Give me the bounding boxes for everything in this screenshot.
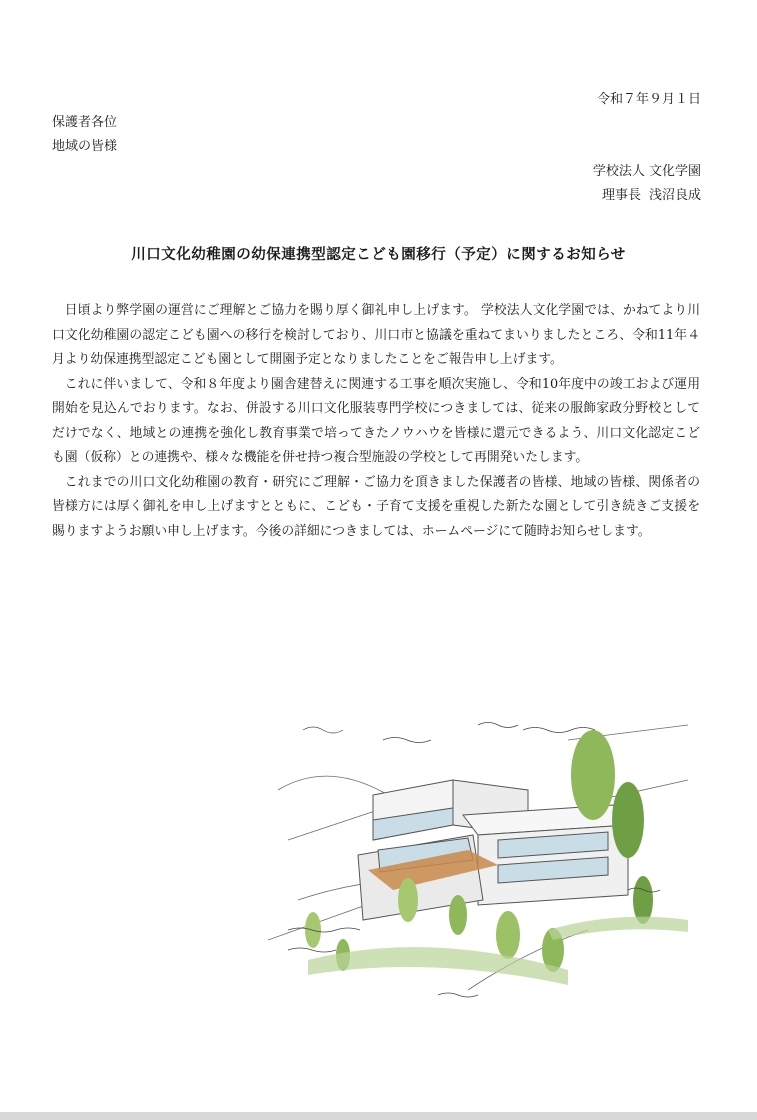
- recipients: [52, 111, 117, 159]
- sender-block: [593, 160, 701, 208]
- bottom-bar: [0, 1112, 757, 1120]
- body-paragraph-3: これまでの川口文化幼稚園の教育・研究にご理解・ご協力を頂きました保護者の皆様、地域の皆様、関係者の皆様方には厚く御礼を申し上げますとともに、こども・子育て支援を重視した新たな園として引き続きご支援を賜りますようお願い申し上げます。今後の詳細につきましては、ホームページにて随時お知らせします。: [52, 474, 700, 539]
- sender-organization: 学校法人 文化学園: [592, 164, 701, 179]
- body-paragraph-1: 日頃より弊学園の運営にご理解とご協力を賜り厚く御礼申し上げます。 学校法人文化学園では、かねてより川口文化幼稚園の認定こども園への移行を検討しており、川口市と協議を重ねてまいりましたところ、令和11年４月より幼保連携型認定こども園として開園予定となりましたことをご報告申し上げます。: [52, 303, 700, 367]
- sender-name: 浅沼良成: [648, 188, 701, 203]
- sender-name-line: [593, 184, 701, 208]
- notice-body: [52, 299, 700, 544]
- notice-date: 令和７年９月１日: [596, 92, 701, 107]
- body-paragraph-2: これに伴いまして、令和８年度より園舎建替えに関連する工事を順次実施し、令和10年度中の竣工および運用開始を見込んでおります。なお、併設する川口文化服装専門学校につきましては、従来の服飾家政分野校としてだけでなく、地域との連携を強化し教育事業で培ってきたノウハウを皆様に還元できるよう、川口文化認定こども園（仮称）との連携や、様々な機能を併せ持つ複合型施設の学校として再開発いたします。: [52, 376, 700, 465]
- recipient-community: 地域の皆様: [52, 139, 118, 154]
- building-sketch: [268, 700, 700, 1010]
- notice-title: 川口文化幼稚園の幼保連携型認定こども園移行（予定）に関するお知らせ: [131, 247, 626, 263]
- sender-title: 理事長: [601, 188, 641, 203]
- recipient-guardians: 保護者各位: [52, 115, 118, 130]
